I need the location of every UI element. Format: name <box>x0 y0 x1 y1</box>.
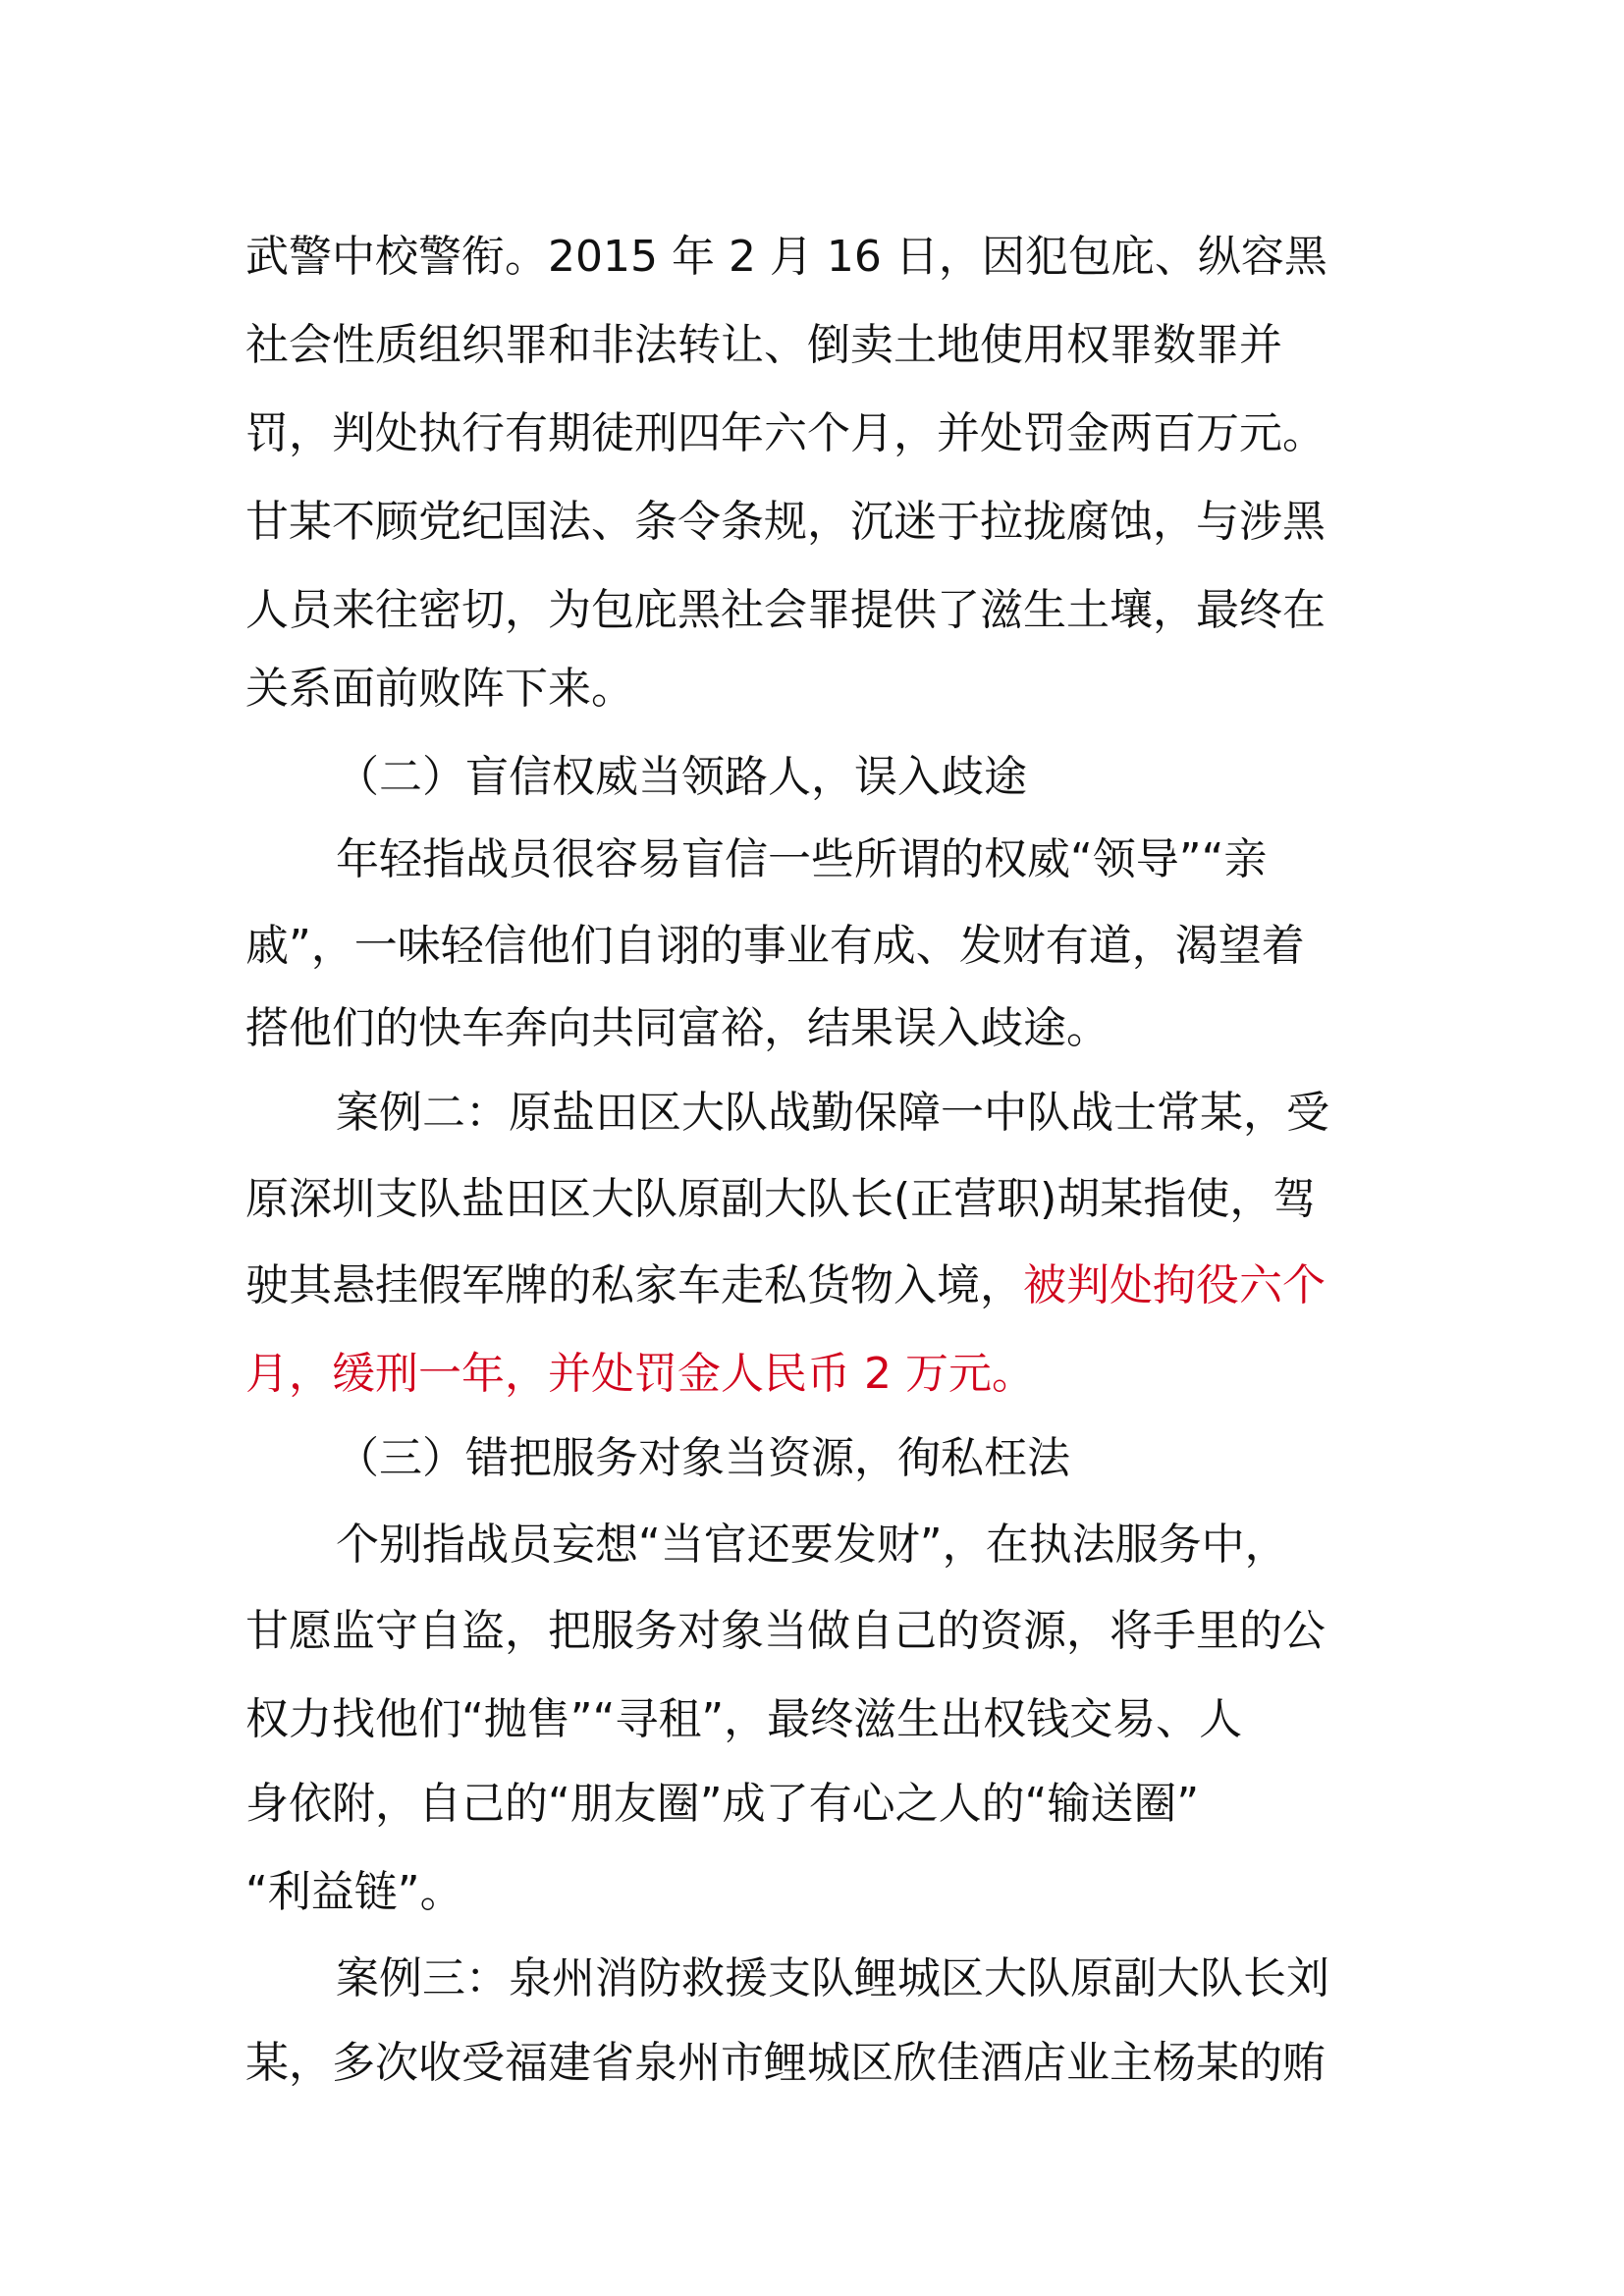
text-line: “利益链”。 <box>245 1867 463 1917</box>
text-line: 甘某不顾党纪国法、条令条规，沉迷于拉拢腐蚀，与涉黑 <box>245 497 1326 547</box>
text-line: 身依附，自己的“朋友圈”成了有心之人的“输送圈” <box>245 1779 1200 1829</box>
text-line: 罚，判处执行有期徒刑四年六个月，并处罚金两百万元。 <box>245 408 1326 458</box>
text-line: 人员来往密切，为包庇黑社会罪提供了滋生土壤，最终在 <box>245 585 1326 635</box>
text-line: 武警中校警衔。2015 年 2 月 16 日，因犯包庇、纵容黑 <box>245 232 1327 282</box>
text-line: 社会性质组织罪和非法转让、倒卖土地使用权罪数罪并 <box>245 320 1282 370</box>
text-line: 搭他们的快车奔向共同富裕，结果误入歧途。 <box>245 1003 1110 1053</box>
text-line: 权力找他们“抛售”“寻租”，最终滋生出权钱交易、人 <box>245 1694 1243 1744</box>
text-line: 关系面前败阵下来。 <box>245 664 634 714</box>
highlighted-verdict-line: 月，缓刑一年，并处罚金人民币 2 万元。 <box>245 1349 1035 1399</box>
text-line: 案例二：原盐田区大队战勤保障一中队战士常某，受 <box>336 1088 1329 1138</box>
text-line: 年轻指战员很容易盲信一些所谓的权威“领导”“亲 <box>336 834 1268 884</box>
text-line: 个别指战员妄想“当官还要发财”，在执法服务中， <box>336 1520 1288 1570</box>
text-line <box>245 1256 1326 1315</box>
text-line: 案例三：泉州消防救援支队鲤城区大队原副大队长刘 <box>336 1953 1329 2003</box>
text-line: 某，多次收受福建省泉州市鲤城区欣佳酒店业主杨某的贿 <box>245 2038 1326 2088</box>
section-heading-3: （三）错把服务对象当资源，徇私枉法 <box>336 1433 1070 1483</box>
text-line: 原深圳支队盐田区大队原副大队长(正营职)胡某指使，驾 <box>245 1174 1317 1224</box>
text-segment: 驶其悬挂假军牌的私家车走私货物入境， <box>245 1260 1023 1310</box>
text-line: 戚”，一味轻信他们自诩的事业有成、发财有道，渴望着 <box>245 921 1305 971</box>
text-line: 甘愿监守自盗，把服务对象当做自己的资源，将手里的公 <box>245 1606 1326 1656</box>
highlighted-verdict: 被判处拘役六个 <box>1023 1260 1326 1310</box>
section-heading-2: （二）盲信权威当领路人，误入歧途 <box>336 752 1027 802</box>
